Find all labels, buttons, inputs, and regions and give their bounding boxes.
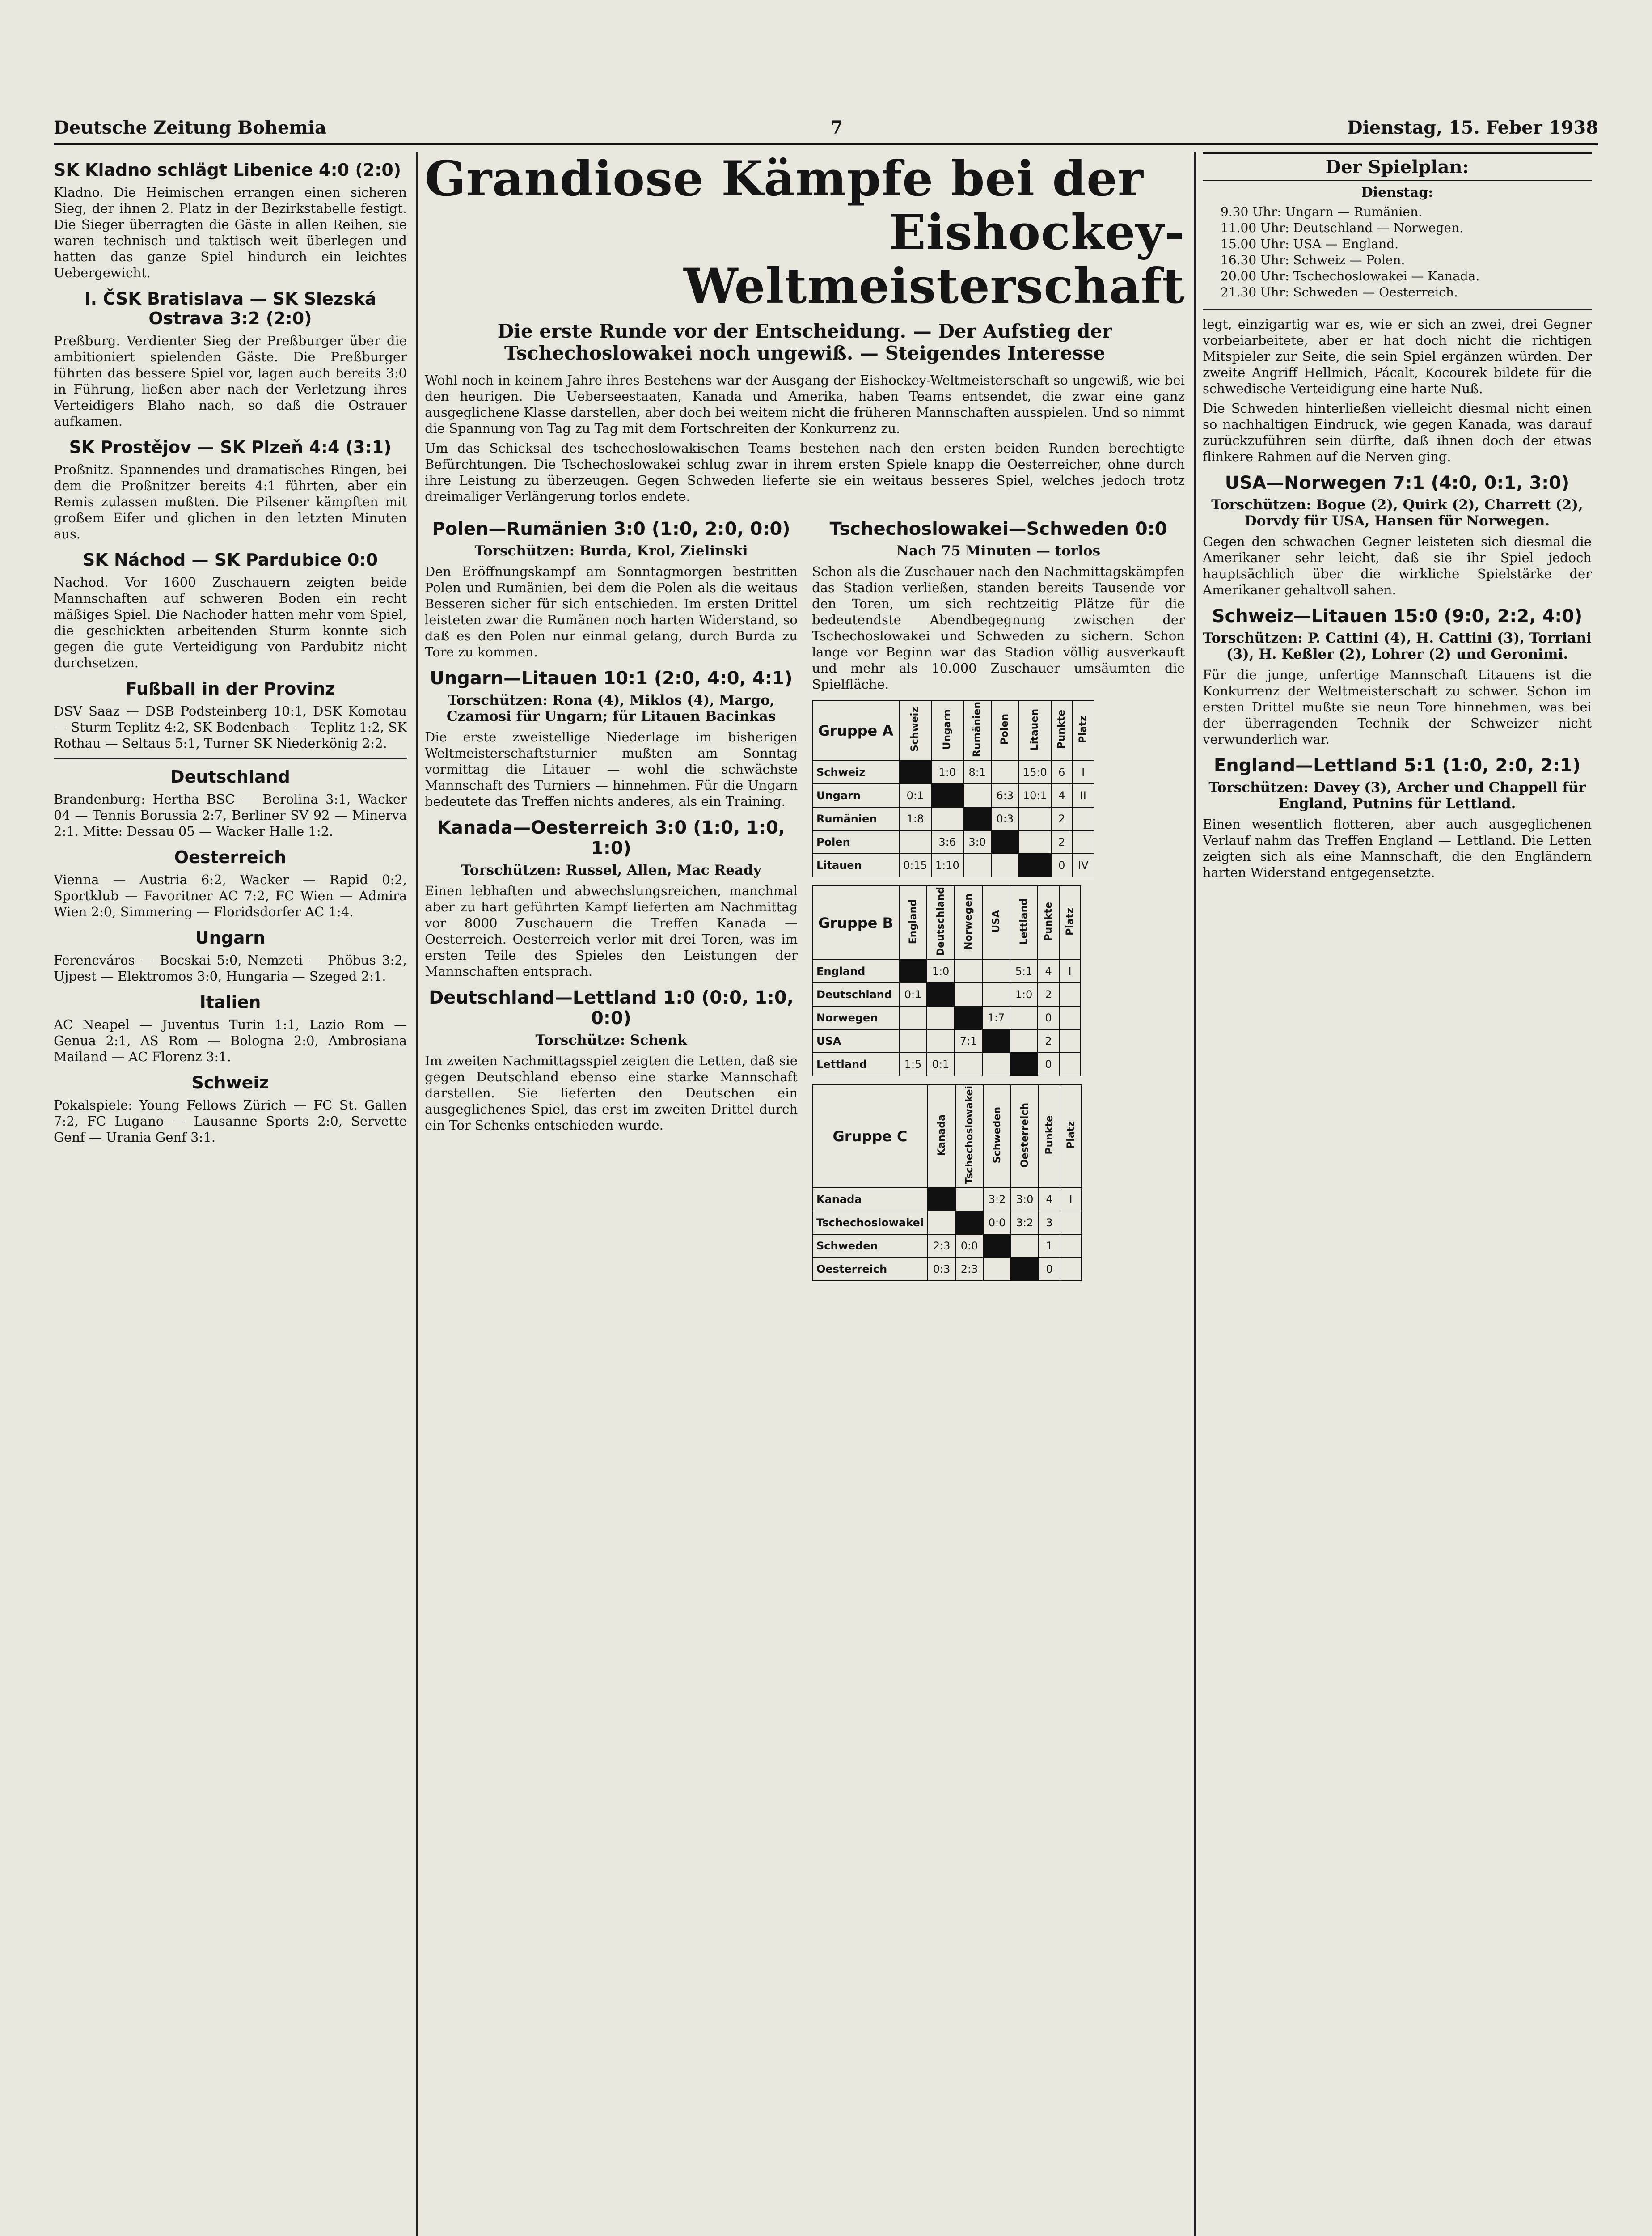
article-text: Kladno. Die Heimischen errangen einen sicheren Sieg, der ihnen 2. Platz in der Bezirkstabelle festigt. Die Sieger überragten die Gäste in allen Reihen, sie waren technisch und taktisch weit überlegen und hatten das ganze Spiel hindurch ein leichtes Uebergewicht. (54, 185, 407, 280)
team-name: Kanada (812, 1188, 928, 1211)
article-text: Brandenburg: Hertha BSC — Berolina 3:1, Wacker 04 — Tennis Borussia 2:7, Berliner SV 92 — Minerva 2:1. Mitte: Dessau 05 — Wacker Halle 1:2. (54, 792, 407, 839)
diagonal-cell (955, 1006, 982, 1029)
result-cell: 0:1 (899, 983, 927, 1006)
diagonal-cell (1011, 1258, 1039, 1281)
team-name: Norwegen (812, 1006, 899, 1029)
article-text: Einen lebhaften und abwechslungsreichen, manchmal aber zu hart geführten Kampf lieferten am Nachmittag vor 8000 Zuschauern die Treffen Kanada — Oesterreich. Oesterreich verlor mit drei Toren, was im ersten Teile des Spieles den Leistungen der Mannschaften entsprach. (425, 883, 798, 979)
page-number: 7 (830, 117, 843, 138)
group-table-c (812, 1084, 1082, 1281)
match-scorers: Torschützen: P. Cattini (4), H. Cattini (3), Torriani (3), H. Keßler (2), Lohrer (2) und Geronimi. (1203, 630, 1592, 662)
result-cell (899, 1006, 927, 1029)
result-cell (1011, 1234, 1039, 1258)
match-result: England—Lettland 5:1 (1:0, 2:0, 2:1) (1213, 755, 1581, 776)
group-row (812, 1029, 1081, 1053)
section-heading: Italien (199, 992, 261, 1012)
article-text: Pokalspiele: Young Fellows Zürich — FC St. Gallen 7:2, FC Lugano — Lausanne Sports 2:0, Servette Genf — Urania Genf 3:1. (54, 1097, 407, 1145)
result-cell: 4 (1038, 960, 1059, 983)
result-cell: 1 (1039, 1234, 1060, 1258)
result-cell (1073, 807, 1094, 830)
article-subcolumn (425, 511, 798, 1289)
result-cell: 0:0 (955, 1234, 983, 1258)
result-cell (963, 854, 991, 877)
group-column-header: Platz (1060, 1085, 1082, 1188)
column-rule (416, 152, 418, 2236)
match-result: Ungarn—Litauen 10:1 (2:0, 4:0, 4:1) (430, 668, 793, 689)
article-text: Für die junge, unfertige Mannschaft Litauens ist die Konkurrenz der Weltmeisterschaft zu schwer. Schon im ersten Drittel mußte sie neun Tore hinnehmen, was bei der überragenden Technik der Schweizer nicht verwunderlich war. (1203, 667, 1592, 747)
group-row (812, 1234, 1082, 1258)
result-cell (1059, 1029, 1081, 1053)
group-row (812, 983, 1081, 1006)
divider (1203, 309, 1592, 310)
match-scorers: Torschütze: Schenk (535, 1032, 687, 1048)
group-row (812, 1211, 1082, 1234)
result-cell (991, 854, 1019, 877)
schedule-item: 11.00 Uhr: Deutschland — Norwegen. (1221, 220, 1463, 235)
group-column-header: England (899, 886, 927, 960)
article-text: Proßnitz. Spannendes und dramatisches Ringen, bei dem die Proßnitzer bereits 4:1 führten, aber ein Remis zulassen mußten. Die Pilsener kämpften mit großem Eifer und glichen in den letzten Minuten aus. (54, 462, 407, 542)
right-column (1203, 152, 1592, 2236)
group-column-header: Lettland (1010, 886, 1038, 960)
match-scorers: Torschützen: Burda, Krol, Zielinski (474, 543, 748, 559)
divider (54, 758, 407, 759)
article-heading: SK Náchod — SK Pardubice 0:0 (82, 550, 378, 570)
result-cell: 2 (1051, 807, 1073, 830)
diagonal-cell (963, 807, 991, 830)
result-cell: 5:1 (1010, 960, 1038, 983)
result-cell: 1:5 (899, 1053, 927, 1076)
diagonal-cell (899, 761, 931, 784)
diagonal-cell (927, 983, 955, 1006)
result-cell (931, 807, 963, 830)
group-column-header: Rumänien (963, 701, 991, 761)
result-cell: 2 (1038, 1029, 1059, 1053)
match-scorers: Torschützen: Bogue (2), Quirk (2), Charrett (2), Dorvdy für USA, Hansen für Norwegen. (1211, 497, 1583, 529)
result-cell: 2:3 (928, 1234, 955, 1258)
result-cell: 0:0 (983, 1211, 1011, 1234)
result-cell: 1:0 (1010, 983, 1038, 1006)
group-row (812, 854, 1094, 877)
schedule-item: 16.30 Uhr: Schweiz — Polen. (1221, 253, 1405, 267)
result-cell (1073, 830, 1094, 854)
group-column-header: Tschechoslowakei (955, 1085, 983, 1188)
article-text: Die erste zweistellige Niederlage im bisherigen Weltmeisterschaftsturnier mußten am Sonntag vormittag die Litauer — wohl die schwächste Mannschaft des Turniers — hinnehmen. Für die Ungarn bedeutete das Treffen nichts anderes, als ein Training. (425, 729, 798, 809)
result-cell: 4 (1051, 784, 1073, 807)
match-scorers: Torschützen: Rona (4), Miklos (4), Margo, Czamosi für Ungarn; für Litauen Bacinkas (446, 692, 776, 724)
group-column-header: Litauen (1019, 701, 1051, 761)
group-column-header: Platz (1059, 886, 1081, 960)
result-cell: 7:1 (955, 1029, 982, 1053)
group-label: Gruppe B (812, 886, 899, 960)
group-column-header: Schweden (983, 1085, 1011, 1188)
result-cell (1059, 1053, 1081, 1076)
result-cell: 1:10 (931, 854, 963, 877)
diagonal-cell (983, 1234, 1011, 1258)
match-result: Polen—Rumänien 3:0 (1:0, 2:0, 0:0) (432, 519, 790, 539)
masthead: Deutsche Zeitung Bohemia (54, 117, 326, 138)
result-cell: 2:3 (955, 1258, 983, 1281)
group-row (812, 761, 1094, 784)
team-name: Schweiz (812, 761, 899, 784)
result-cell: 0 (1039, 1258, 1060, 1281)
article-text: Die Schweden hinterließen vielleicht diesmal nicht einen so nachhaltigen Eindruck, wie gegen Kanada, was darauf zurückzuführen sein dürfte, daß ihnen doch der etwas flinkere Rahmen auf die Nerven ging. (1203, 401, 1592, 464)
team-name: Tschechoslowakei (812, 1211, 928, 1234)
group-row (812, 1006, 1081, 1029)
result-cell: 15:0 (1019, 761, 1051, 784)
match-scorers: Torschützen: Russel, Allen, Mac Ready (461, 862, 761, 878)
article-text: legt, einzigartig war es, wie er sich an zwei, drei Gegner vorbeiarbeitete, aber er hat doch nicht die richtigen Mitspieler zur Seite, die sein Spiel ergänzen würden. Der zweite Angriff Hellmich, Pácalt, Kocourek bildete für die schwedische Verteidigung eine harte Nuß. (1203, 317, 1592, 396)
article-text: Im zweiten Nachmittagsspiel zeigten die Letten, daß sie gegen Deutschland ebenso eine starke Mannschaft darstellen. Sie lieferten den Deutschen ein ausgeglichenes Spiel, das erst im zweiten Drittel durch ein Tor Schenks entschieden wurde. (425, 1053, 798, 1133)
schedule-item: 15.00 Uhr: USA — England. (1221, 237, 1399, 251)
lead-paragraph: Um das Schicksal des tschechoslowakischen Teams bestehen nach den ersten beiden Runden berechtigte Befürchtungen. Die Tschechoslowakei schlug zwar in ihrem ersten Spiele knapp die Oesterreicher, ohne durch ihre Leistung zu überzeugen. Gegen Schweden lieferte sie ein weitaus besseres Spiel, welches jedoch trotz dreimaliger Verlängerung torlos endete. (425, 440, 1185, 504)
section-heading: Deutschland (170, 767, 290, 787)
result-cell: 0:3 (928, 1258, 955, 1281)
group-column-header: Platz (1073, 701, 1094, 761)
group-row (812, 1258, 1082, 1281)
result-cell: I (1060, 1188, 1082, 1211)
page-header (54, 112, 1598, 145)
article-heading: I. ČSK Bratislava — SK Slezská Ostrava 3:2 (2:0) (84, 289, 376, 328)
result-cell (963, 784, 991, 807)
team-name: Litauen (812, 854, 899, 877)
result-cell: I (1059, 960, 1081, 983)
result-cell (955, 1188, 983, 1211)
result-cell: 2 (1051, 830, 1073, 854)
result-cell (1010, 1006, 1038, 1029)
match-result: Schweiz—Litauen 15:0 (9:0, 2:2, 4:0) (1212, 606, 1583, 627)
result-cell (1059, 983, 1081, 1006)
result-cell (955, 1053, 982, 1076)
result-cell: 1:8 (899, 807, 931, 830)
article-text: DSV Saaz — DSB Podsteinberg 10:1, DSK Komotau — Sturm Teplitz 4:2, SK Bodenbach — Teplitz 1:2, SK Rothau — Seltaus 5:1, Turner SK Niederkönig 2:2. (54, 703, 407, 751)
result-cell (1019, 830, 1051, 854)
article-text: Schon als die Zuschauer nach den Nachmittagskämpfen das Stadion verließen, standen bereits Tausende vor den Toren, um sich rechtzeitig Plätze für die bedeutendste Abendbegegnung zwischen der Tschechoslowakei und Schweden zu sichern. Schon lange vor Beginn war das Stadion völlig ausverkauft und mehr als 10.000 Zuschauer umsäumten die Spielfläche. (812, 564, 1185, 692)
group-label: Gruppe A (812, 701, 899, 761)
group-column-header: USA (982, 886, 1010, 960)
team-name: England (812, 960, 899, 983)
result-cell: 3:0 (963, 830, 991, 854)
result-cell (1019, 807, 1051, 830)
team-name: Polen (812, 830, 899, 854)
result-cell: 4 (1039, 1188, 1060, 1211)
team-name: Rumänien (812, 807, 899, 830)
group-column-header: Kanada (928, 1085, 955, 1188)
result-cell (955, 960, 982, 983)
schedule-list (1221, 204, 1574, 301)
result-cell (991, 761, 1019, 784)
result-cell (1060, 1234, 1082, 1258)
group-column-header: Polen (991, 701, 1019, 761)
result-cell: 3 (1039, 1211, 1060, 1234)
result-cell (1010, 1029, 1038, 1053)
team-name: Schweden (812, 1234, 928, 1258)
result-cell: 10:1 (1019, 784, 1051, 807)
group-row (812, 784, 1094, 807)
group-table-a (812, 700, 1094, 877)
main-article (425, 152, 1185, 2236)
group-table-b (812, 885, 1081, 1076)
diagonal-cell (991, 830, 1019, 854)
group-row (812, 1188, 1082, 1211)
article-text: Ferencváros — Bocskai 5:0, Nemzeti — Phöbus 3:2, Ujpest — Elektromos 3:0, Hungaria — Szeged 2:1. (54, 953, 407, 984)
headline-line-2: Eishockey-Weltmeisterschaft (684, 204, 1185, 314)
group-column-header: Ungarn (931, 701, 963, 761)
schedule-item: 20.00 Uhr: Tschechoslowakei — Kanada. (1221, 269, 1480, 284)
article-text: Gegen den schwachen Gegner leisteten sich diesmal die Amerikaner sehr leicht, daß sie ihr Spiel jedoch hauptsächlich über die wirkliche Spielstärke der Amerikaner gehaltvoll sahen. (1203, 534, 1592, 597)
match-scorers: Nach 75 Minuten — torlos (896, 543, 1101, 559)
match-result: Tschechoslowakei—Schweden 0:0 (829, 519, 1167, 539)
match-result: Deutschland—Lettland 1:0 (0:0, 1:0, 0:0) (429, 987, 794, 1029)
result-cell (982, 960, 1010, 983)
result-cell: II (1073, 784, 1094, 807)
match-result: USA—Norwegen 7:1 (4:0, 0:1, 3:0) (1225, 473, 1570, 493)
group-column-header: Punkte (1038, 886, 1059, 960)
diagonal-cell (955, 1211, 983, 1234)
result-cell: 0 (1038, 1053, 1059, 1076)
result-cell (928, 1211, 955, 1234)
result-cell: 0 (1038, 1006, 1059, 1029)
article-text: Nachod. Vor 1600 Zuschauern zeigten beide Mannschaften auf schweren Boden ein recht mäßiges Spiel. Die Nachoder hatten mehr vom Spiel, die geschickten arbeitenden Sturm konnte sich gegen die gute Verteidigung von Pardubitz nicht durchsetzen. (54, 575, 407, 670)
schedule-item: 21.30 Uhr: Schweden — Oesterreich. (1221, 285, 1458, 300)
article-heading: SK Prostějov — SK Plzeň 4:4 (3:1) (69, 437, 392, 457)
result-cell (955, 983, 982, 1006)
diagonal-cell (899, 960, 927, 983)
section-heading: Ungarn (195, 928, 266, 948)
article-subcolumn (812, 511, 1185, 1289)
group-column-header: Oesterreich (1011, 1085, 1039, 1188)
result-cell: 0 (1051, 854, 1073, 877)
section-heading: Fußball in der Provinz (125, 679, 335, 699)
result-cell: 6 (1051, 761, 1073, 784)
section-heading: Oesterreich (174, 847, 287, 867)
result-cell: 0:1 (899, 784, 931, 807)
article-text: Preßburg. Verdienter Sieg der Preßburger über die ambitioniert spielenden Gäste. Die Preßburger führten das bessere Spiel vor, lagen auch bereits 3:0 in Führung, ließen aber nach der Verletzung ihres Verteidigers Blaho nach, so daß die Ostrauer aufkamen. (54, 333, 407, 429)
headline-line-1: Grandiose Kämpfe bei der (425, 152, 1144, 207)
result-cell: 1:0 (927, 960, 955, 983)
result-cell: IV (1073, 854, 1094, 877)
result-cell (899, 830, 931, 854)
result-cell (927, 1029, 955, 1053)
group-column-header: Punkte (1051, 701, 1073, 761)
result-cell: 0:15 (899, 854, 931, 877)
group-column-header: Norwegen (955, 886, 982, 960)
team-name: Ungarn (812, 784, 899, 807)
result-cell (1060, 1211, 1082, 1234)
column-rule (1194, 152, 1196, 2236)
diagonal-cell (1010, 1053, 1038, 1076)
date-line: Dienstag, 15. Feber 1938 (1347, 117, 1598, 138)
group-column-header: Deutschland (927, 886, 955, 960)
article-text: Einen wesentlich flotteren, aber auch ausgeglichenen Verlauf nahm das Treffen England — Lettland. Die Letten zeigten sich als eine Mannschaft, die den Engländern harten Widerstand entgegensetzte. (1203, 817, 1592, 880)
article-text: AC Neapel — Juventus Turin 1:1, Lazio Rom — Genua 2:1, AS Rom — Bologna 2:0, Ambrosiana Mailand — AC Florenz 3:1. (54, 1017, 407, 1064)
group-column-header: Schweiz (899, 701, 931, 761)
result-cell (982, 983, 1010, 1006)
team-name: Deutschland (812, 983, 899, 1006)
result-cell: 2 (1038, 983, 1059, 1006)
subheadline: Die erste Runde vor der Entscheidung. — Der Aufstieg der Tschechoslowakei noch ungewiß. — Steigendes Interesse (497, 320, 1112, 364)
result-cell (983, 1258, 1011, 1281)
team-name: Lettland (812, 1053, 899, 1076)
group-label: Gruppe C (812, 1085, 928, 1188)
match-scorers: Torschützen: Davey (3), Archer und Chappell für England, Putnins für Lettland. (1208, 779, 1586, 812)
group-column-header: Punkte (1039, 1085, 1060, 1188)
match-result: Kanada—Oesterreich 3:0 (1:0, 1:0, 1:0) (437, 817, 786, 859)
result-cell (899, 1029, 927, 1053)
schedule-day: Dienstag: (1361, 185, 1433, 200)
lead-paragraph: Wohl noch in keinem Jahre ihres Bestehens war der Ausgang der Eishockey-Weltmeisterschaft so ungewiß, wie bei den heurigen. Die Ueberseestaaten, Kanada und Amerika, haben Teams entsendet, die zwar eine ganz ausgeglichene Klasse darstellen, aber doch bei weitem nicht die früheren Mannschaften ausspielen. Und so nimmt die Spannung von Tag zu Tag mit dem Fortschreiten der Konkurrenz zu. (425, 373, 1185, 436)
result-cell (1060, 1258, 1082, 1281)
group-row (812, 1053, 1081, 1076)
schedule-item: 9.30 Uhr: Ungarn — Rumänien. (1221, 204, 1422, 219)
team-name: Oesterreich (812, 1258, 928, 1281)
result-cell: 8:1 (963, 761, 991, 784)
article-heading: SK Kladno schlägt Libenice 4:0 (2:0) (54, 160, 401, 180)
left-column (54, 152, 407, 2236)
group-row (812, 960, 1081, 983)
article-text: Vienna — Austria 6:2, Wacker — Rapid 0:2, Sportklub — Favoritner AC 7:2, FC Wien — Admira Wien 2:0, Simmering — Floridsdorfer AC 1:4. (54, 872, 407, 919)
group-row (812, 830, 1094, 854)
schedule-title: Der Spielplan: (1203, 152, 1592, 181)
team-name: USA (812, 1029, 899, 1053)
result-cell: 1:0 (931, 761, 963, 784)
result-cell: 3:0 (1011, 1188, 1039, 1211)
result-cell: 0:3 (991, 807, 1019, 830)
section-heading: Schweiz (191, 1073, 269, 1093)
group-row (812, 807, 1094, 830)
diagonal-cell (931, 784, 963, 807)
result-cell: 0:1 (927, 1053, 955, 1076)
result-cell (982, 1053, 1010, 1076)
diagonal-cell (928, 1188, 955, 1211)
diagonal-cell (982, 1029, 1010, 1053)
result-cell: I (1073, 761, 1094, 784)
article-columns (425, 511, 1185, 1289)
result-cell: 3:2 (983, 1188, 1011, 1211)
result-cell: 3:2 (1011, 1211, 1039, 1234)
result-cell: 1:7 (982, 1006, 1010, 1029)
result-cell: 6:3 (991, 784, 1019, 807)
result-cell (1059, 1006, 1081, 1029)
result-cell: 3:6 (931, 830, 963, 854)
diagonal-cell (1019, 854, 1051, 877)
article-text: Den Eröffnungskampf am Sonntagmorgen bestritten Polen und Rumänien, bei dem die Polen als die weitaus Besseren sicher für sich entschieden. Im ersten Drittel leisteten zwar die Rumänen noch harten Widerstand, so daß es den Polen nur einmal gelang, durch Burda zu Tore zu kommen. (425, 564, 798, 660)
result-cell (927, 1006, 955, 1029)
